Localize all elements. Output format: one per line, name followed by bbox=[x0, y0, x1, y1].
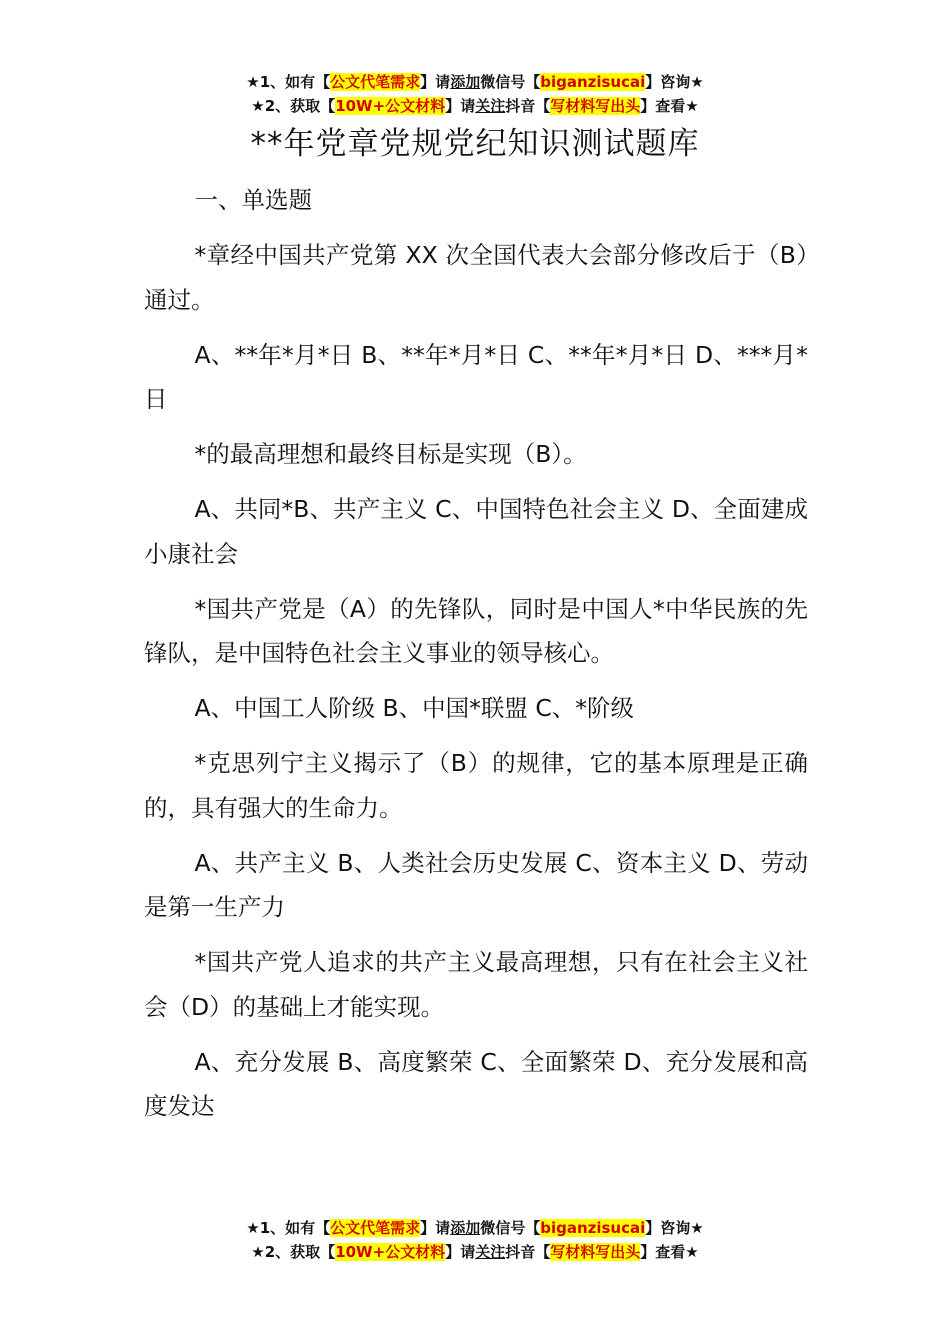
banner-text: 】查看★ bbox=[640, 97, 699, 115]
banner-text: 微信号【 bbox=[480, 73, 541, 91]
banner-text: ★1、如有【 bbox=[246, 73, 331, 91]
question-paragraph: *克思列宁主义揭示了（B）的规律，它的基本原理是正确的，具有强大的生命力。 bbox=[144, 749, 808, 822]
header-banner bbox=[0, 70, 950, 118]
question-paragraph: *国共产党人追求的共产主义最高理想，只有在社会主义社会（D）的基础上才能实现。 bbox=[144, 948, 808, 1021]
footer-banner bbox=[0, 1216, 950, 1264]
banner-text: 】查看★ bbox=[640, 1243, 699, 1261]
banner-highlight: 公文代笔需求 bbox=[330, 1219, 421, 1237]
banner-text: 】咨询★ bbox=[645, 73, 704, 91]
options-paragraph: A、**年*月*日 B、**年*月*日 C、**年*月*日 D、***月*日 bbox=[144, 340, 808, 413]
banner-text: ★1、如有【 bbox=[246, 1219, 331, 1237]
options-paragraph: A、充分发展 B、高度繁荣 C、全面繁荣 D、充分发展和高度发达 bbox=[144, 1047, 808, 1120]
banner-text: 微信号【 bbox=[480, 1219, 541, 1237]
banner-text: 】咨询★ bbox=[645, 1219, 704, 1237]
banner-text: 抖音【 bbox=[505, 97, 551, 115]
banner-text: 】请 bbox=[420, 1219, 451, 1237]
document-body bbox=[144, 178, 808, 1139]
banner-highlight: 10W+公文材料 bbox=[335, 97, 446, 115]
banner-highlight: 公文代笔需求 bbox=[330, 73, 421, 91]
section-heading: 一、单选题 bbox=[194, 186, 313, 214]
banner-line-1 bbox=[0, 70, 950, 94]
banner-text: 】请 bbox=[445, 97, 476, 115]
banner-text: 】请 bbox=[420, 73, 451, 91]
banner-text: ★2、获取【 bbox=[251, 1243, 336, 1261]
banner-line-2 bbox=[0, 94, 950, 118]
question-paragraph: *国共产党是（A）的先锋队，同时是中国人*中华民族的先锋队，是中国特色社会主义事业的领导核心。 bbox=[144, 594, 808, 667]
banner-emphasis: 添加 bbox=[450, 1219, 481, 1237]
banner-highlight: 写材料写出头 bbox=[550, 97, 641, 115]
banner-text: 抖音【 bbox=[505, 1243, 551, 1261]
options-paragraph: A、中国工人阶级 B、中国*联盟 C、*阶级 bbox=[194, 694, 635, 722]
banner-text: ★2、获取【 bbox=[251, 97, 336, 115]
banner-line-1 bbox=[0, 1216, 950, 1240]
options-paragraph: A、共产主义 B、人类社会历史发展 C、资本主义 D、劳动是第一生产力 bbox=[144, 848, 808, 921]
banner-line-2 bbox=[0, 1240, 950, 1264]
banner-emphasis: 关注 bbox=[475, 97, 506, 115]
banner-highlight: 10W+公文材料 bbox=[335, 1243, 446, 1261]
banner-highlight: biganzisucai bbox=[540, 1219, 646, 1237]
banner-emphasis: 关注 bbox=[475, 1243, 506, 1261]
options-paragraph: A、共同*B、共产主义 C、中国特色社会主义 D、全面建成小康社会 bbox=[144, 495, 808, 568]
banner-text: 】请 bbox=[445, 1243, 476, 1261]
question-paragraph: *的最高理想和最终目标是实现（B）。 bbox=[194, 440, 587, 468]
banner-emphasis: 添加 bbox=[450, 73, 481, 91]
question-paragraph: *章经中国共产党第 XX 次全国代表大会部分修改后于（B）通过。 bbox=[144, 241, 808, 314]
banner-highlight: biganzisucai bbox=[540, 73, 646, 91]
page-title: **年党章党规党纪知识测试题库 bbox=[250, 126, 700, 162]
banner-highlight: 写材料写出头 bbox=[550, 1243, 641, 1261]
